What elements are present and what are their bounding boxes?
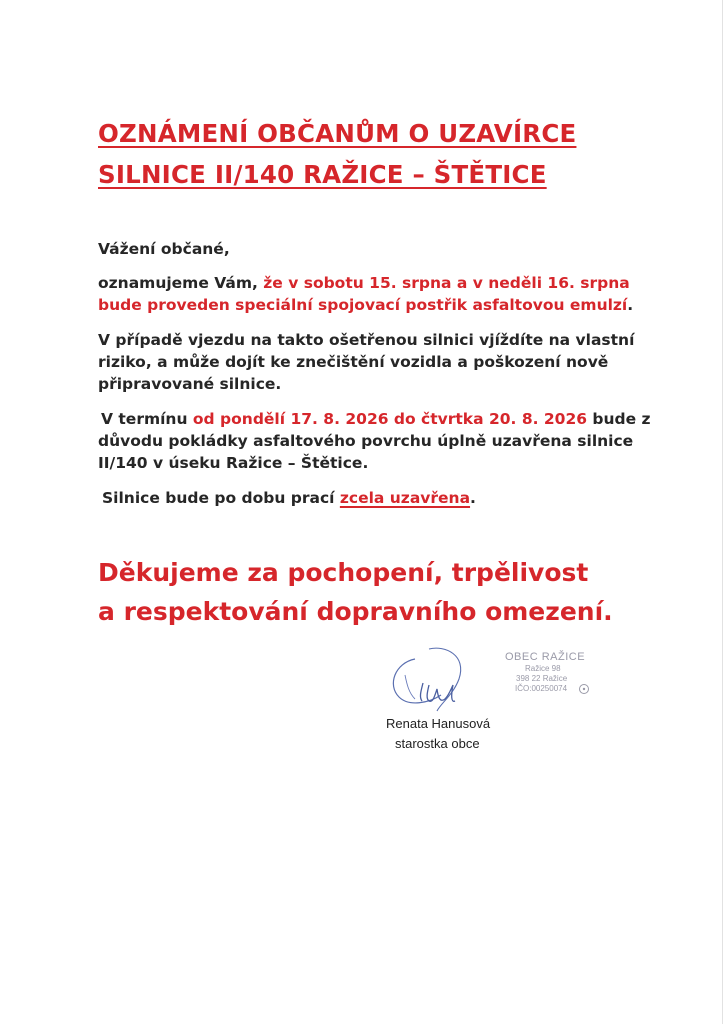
thanks-line-2: a respektování dopravního omezení. <box>98 597 613 626</box>
paragraph-dates-spray <box>98 272 633 316</box>
signatory-role: starostka obce <box>395 736 480 751</box>
notice-title-line-1: OZNÁMENÍ OBČANŮM O UZAVÍRCE <box>98 119 577 148</box>
circle-mark-icon <box>578 683 590 695</box>
paragraph-line <box>98 272 633 294</box>
greeting: Vážení občané, <box>98 240 230 258</box>
notice-title <box>98 113 576 195</box>
thanks-message <box>98 553 613 631</box>
paragraph-lead: V termínu <box>101 410 188 428</box>
paragraph-line: II/140 v úseku Ražice – Štětice. <box>98 454 369 472</box>
paragraph-lead: oznamujeme Vám, <box>98 274 258 292</box>
paragraph-line: důvodu pokládky asfaltového povrchu úplně uzavřena silnice <box>98 432 634 450</box>
signatory <box>386 714 490 754</box>
paragraph-full-closure <box>102 487 476 509</box>
thanks-line-1: Děkujeme za pochopení, trpělivost <box>98 558 589 587</box>
paragraph-end: . <box>470 489 476 507</box>
paragraph-line: V případě vjezdu na takto ošetřenou silnici vjíždíte na vlastní <box>98 331 635 349</box>
stamp-line: 398 22 Ražice <box>516 674 568 683</box>
paragraph-end: . <box>627 296 634 314</box>
paragraph-tail: bude z <box>587 410 651 428</box>
stamp-line: IČO:00250074 <box>515 684 568 693</box>
stamp-line: Ražice 98 <box>525 664 561 673</box>
highlight-full-closure: zcela uzavřena <box>339 489 471 507</box>
highlight-dates: že v sobotu 15. srpna a v neděli 16. srpna <box>257 274 630 292</box>
paragraph-closure-dates <box>98 408 651 474</box>
signatory-name: Renata Hanusová <box>386 716 491 731</box>
paragraph-line <box>101 408 651 430</box>
signature-icon <box>385 645 485 715</box>
municipal-stamp <box>505 650 585 694</box>
highlight-closure-dates: od pondělí 17. 8. 2026 do čtvrtka 20. 8. 2026 <box>187 410 588 428</box>
paragraph-lead: Silnice bude po dobu prací <box>102 489 340 507</box>
highlight-spray: bude proveden speciální spojovací postřik asfaltovou emulzí <box>98 296 628 314</box>
page-edge <box>722 0 723 1024</box>
paragraph-line: riziko, a může dojít ke znečištění vozidla a poškození nově <box>98 353 609 371</box>
notice-title-line-2: SILNICE II/140 RAŽICE – ŠTĚTICE <box>98 160 547 189</box>
paragraph-line <box>98 294 633 316</box>
paragraph-line: připravované silnice. <box>98 375 282 393</box>
stamp-name: OBEC RAŽICE <box>505 651 586 663</box>
paragraph-risk <box>98 329 634 395</box>
